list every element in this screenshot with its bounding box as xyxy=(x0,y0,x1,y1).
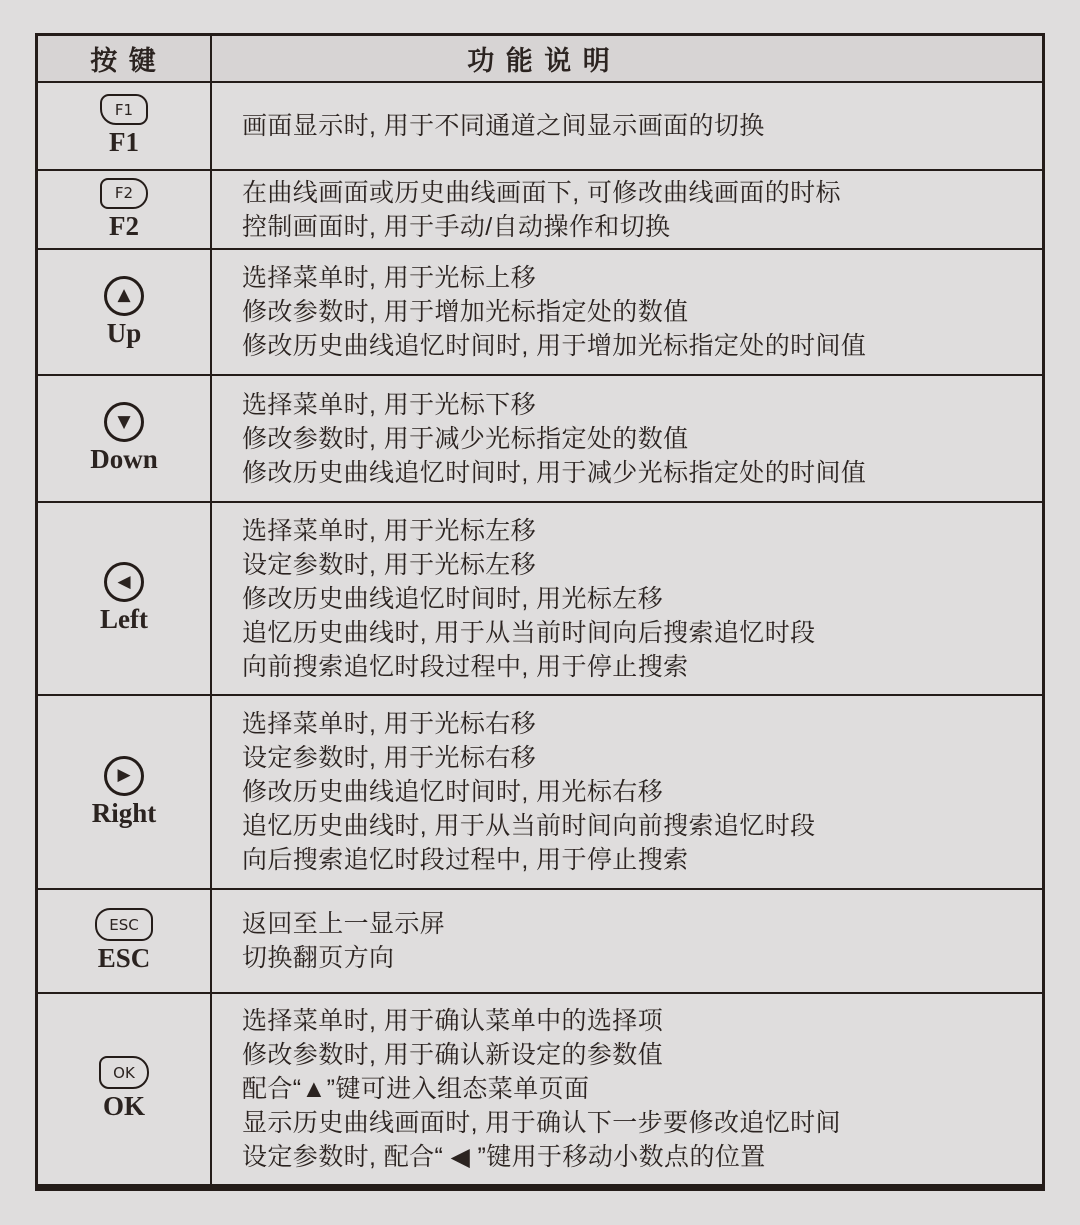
description-cell-f2 xyxy=(212,171,1042,248)
description-line: 修改历史曲线追忆时间时, 用于减少光标指定处的时间值 xyxy=(242,458,867,487)
description-line: 修改参数时, 用于确认新设定的参数值 xyxy=(242,1041,664,1069)
description-line: 设定参数时, 用于光标右移 xyxy=(242,744,537,772)
f1-keycap-text: F1 xyxy=(114,100,134,119)
description-line: 修改参数时, 用于增加光标指定处的数值 xyxy=(242,298,689,326)
header-cell-key xyxy=(38,36,212,81)
ok-keycap-text: OK xyxy=(113,1063,135,1082)
description-line: 设定参数时, 用于光标左移 xyxy=(242,550,537,579)
description-line: 修改历史曲线追忆时间时, 用光标右移 xyxy=(242,778,664,806)
right-triangle-glyph: ▶ xyxy=(117,765,131,786)
key-cell-down xyxy=(38,376,212,501)
table-row-left xyxy=(38,501,1042,694)
header-cell-description xyxy=(212,36,1042,81)
key-cell-f1 xyxy=(38,83,212,169)
table-row-esc xyxy=(38,888,1042,992)
key-cell-f2 xyxy=(38,171,212,248)
left-triangle-glyph: ◀ xyxy=(117,571,131,592)
description-line: 修改历史曲线追忆时间时, 用光标左移 xyxy=(242,584,664,613)
header-key-label: 按 键 xyxy=(90,46,158,76)
right-arrow-key-icon xyxy=(104,756,144,796)
description-line: 修改历史曲线追忆时间时, 用于增加光标指定处的时间值 xyxy=(242,332,867,360)
esc-key-label: ESC xyxy=(97,943,151,974)
description-line: 控制画面时, 用于手动/自动操作和切换 xyxy=(242,212,671,241)
description-line: 向前搜索追忆时段过程中, 用于停止搜索 xyxy=(242,652,689,681)
description-line: 选择菜单时, 用于光标下移 xyxy=(242,390,537,419)
ok-key-label: OK xyxy=(102,1091,145,1122)
description-line: 修改参数时, 用于减少光标指定处的数值 xyxy=(242,424,689,453)
up-key-label: Up xyxy=(106,317,142,348)
description-line: 切换翻页方向 xyxy=(242,944,395,972)
table-row-f2 xyxy=(38,169,1042,248)
table-row-right xyxy=(38,694,1042,888)
f2-keycap-text: F2 xyxy=(114,184,134,203)
key-cell-ok xyxy=(38,994,212,1184)
table-row-ok xyxy=(38,992,1042,1184)
header-description-label: 功 能 说 明 xyxy=(467,46,612,76)
description-cell-ok xyxy=(212,994,1042,1184)
esc-keycap-text: ESC xyxy=(109,915,139,934)
description-line: 追忆历史曲线时, 用于从当前时间向后搜索追忆时段 xyxy=(242,618,816,647)
description-line: 返回至上一显示屏 xyxy=(242,910,446,938)
key-cell-esc xyxy=(38,890,212,992)
description-line: 追忆历史曲线时, 用于从当前时间向前搜索追忆时段 xyxy=(242,812,816,840)
description-line: 选择菜单时, 用于光标上移 xyxy=(242,264,537,292)
up-triangle-glyph: ▲ xyxy=(117,285,131,306)
description-line: 画面显示时, 用于不同通道之间显示画面的切换 xyxy=(242,112,765,140)
up-arrow-key-icon xyxy=(104,276,144,316)
description-line: 配合“▲”键可进入组态菜单页面 xyxy=(242,1075,590,1103)
description-line: 在曲线画面或历史曲线画面下, 可修改曲线画面的时标 xyxy=(242,178,841,207)
key-function-table xyxy=(35,33,1045,1191)
description-line: 选择菜单时, 用于光标左移 xyxy=(242,516,537,545)
description-cell-right xyxy=(212,696,1042,888)
right-key-label: Right xyxy=(91,797,157,828)
ok-keycap-icon xyxy=(99,1056,149,1089)
description-cell-esc xyxy=(212,890,1042,992)
key-cell-up xyxy=(38,250,212,374)
description-cell-up xyxy=(212,250,1042,374)
key-cell-right xyxy=(38,696,212,888)
table-row-up xyxy=(38,248,1042,374)
f1-keycap-icon xyxy=(100,94,148,125)
left-key-label: Left xyxy=(100,604,148,635)
description-line: 选择菜单时, 用于确认菜单中的选择项 xyxy=(242,1007,664,1035)
down-key-label: Down xyxy=(90,444,158,475)
description-cell-down xyxy=(212,376,1042,501)
left-arrow-key-icon xyxy=(104,562,144,602)
description-line: 显示历史曲线画面时, 用于确认下一步要修改追忆时间 xyxy=(242,1109,841,1137)
key-cell-left xyxy=(38,503,212,694)
down-arrow-key-icon xyxy=(104,402,144,442)
table-row-down xyxy=(38,374,1042,501)
table-row-f1 xyxy=(38,81,1042,169)
f1-key-label: F1 xyxy=(109,127,139,158)
f2-key-label: F2 xyxy=(109,210,139,241)
f2-keycap-icon xyxy=(100,178,148,209)
table-header-row xyxy=(38,36,1042,81)
esc-keycap-icon xyxy=(95,908,153,941)
down-triangle-glyph: ▼ xyxy=(117,411,131,432)
description-cell-left xyxy=(212,503,1042,694)
description-cell-f1 xyxy=(212,83,1042,169)
description-line: 向后搜索追忆时段过程中, 用于停止搜索 xyxy=(242,846,689,874)
description-line: 选择菜单时, 用于光标右移 xyxy=(242,710,537,738)
description-line: 设定参数时, 配合“ ◀ ”键用于移动小数点的位置 xyxy=(242,1143,766,1171)
